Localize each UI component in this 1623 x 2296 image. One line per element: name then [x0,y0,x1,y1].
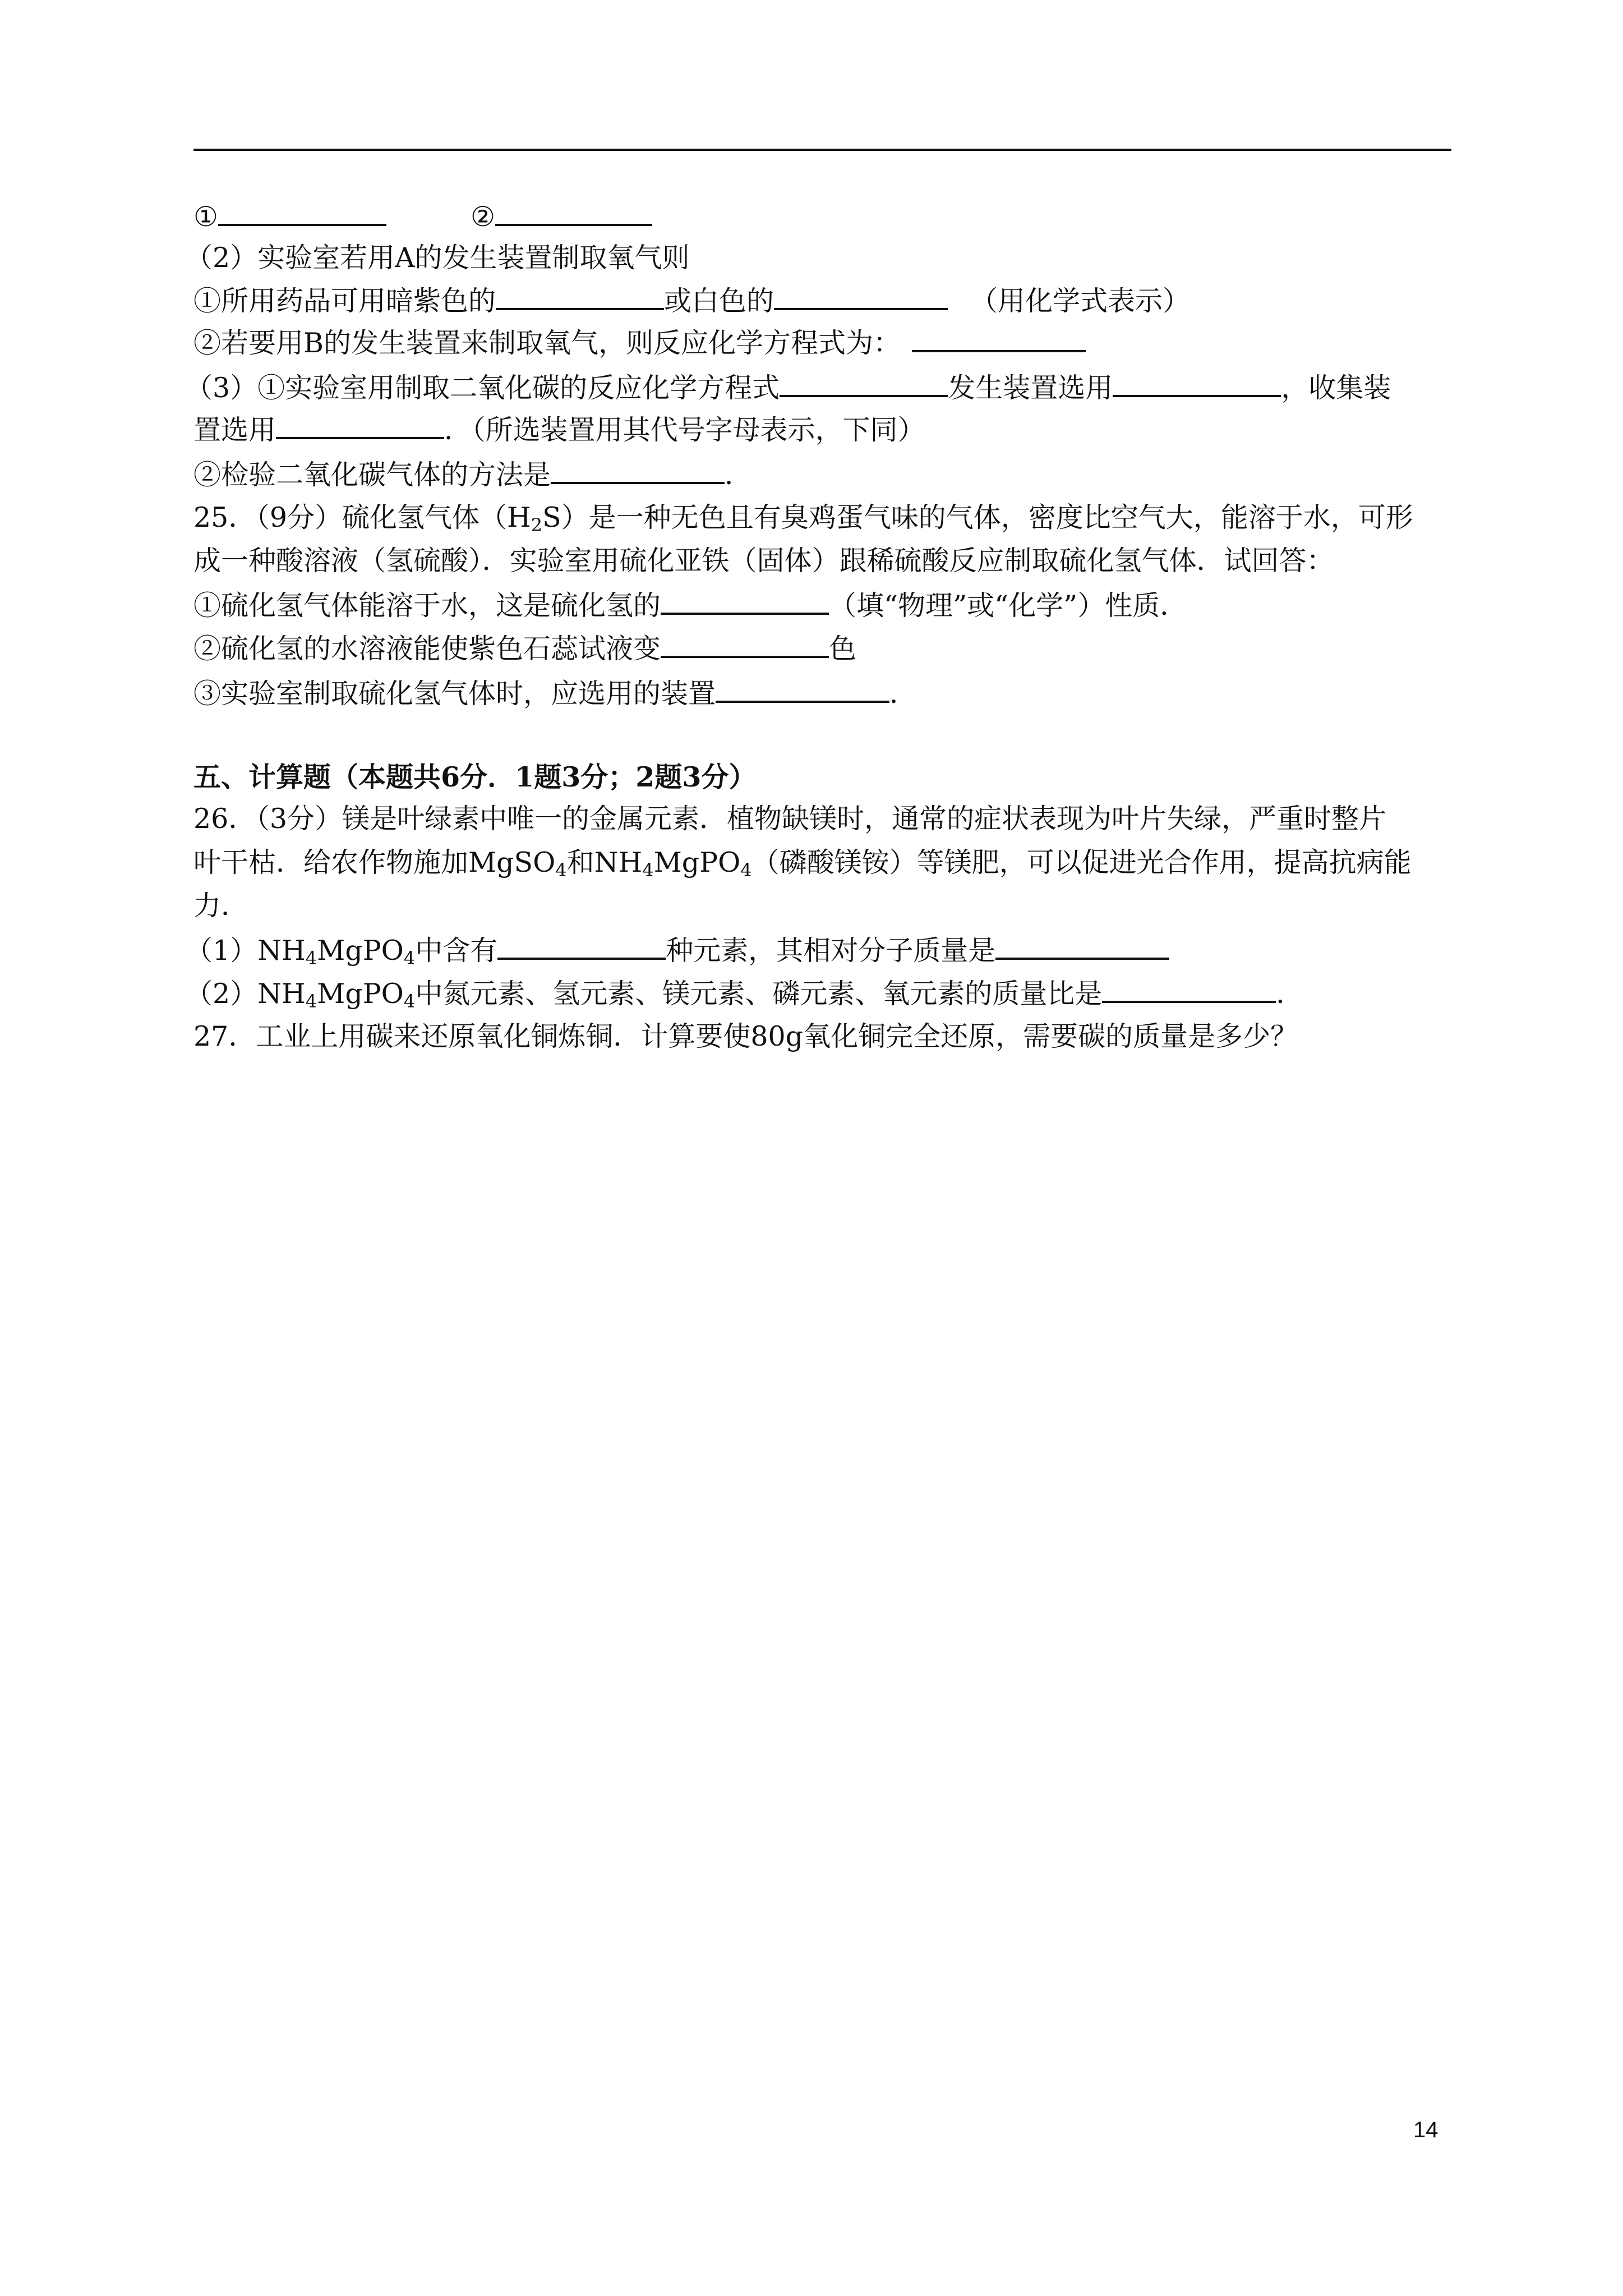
text: ． [1276,978,1304,1010]
text: （2）实验室若用A的发生装置制取氧气则 [185,242,690,274]
line-4 [193,325,1086,360]
text: ② [470,201,495,233]
text: ②硫化氢的水溶液能使紫色石蕊试液变 [193,633,661,665]
line-15 [193,846,1412,880]
page-number: 14 [1413,2118,1438,2142]
line-2 [185,241,690,275]
text: 25．（9分）硫化氢气体（H [193,501,531,533]
question-26 [193,802,1386,836]
text: ③实验室制取硫化氢气体时，应选用的装置 [193,678,716,710]
subscript: 4 [403,947,416,969]
answer-blank[interactable] [995,933,1169,960]
text: ． [889,678,917,710]
text: 中含有 [415,935,498,967]
text: （填“物理”或“化学”）性质． [829,590,1188,622]
answer-blank[interactable] [1113,370,1281,397]
answer-blank[interactable] [912,325,1086,352]
text: 置选用 [193,414,276,446]
text: MgPO [653,846,741,878]
text: 发生装置选用 [948,372,1113,404]
text: （2）NH [185,978,306,1010]
answer-blank[interactable] [774,283,948,310]
text: ① [193,201,218,233]
text: 27．工业上用碳来还原氧化铜炼铜．计算要使80g氧化铜完全还原，需要碳的质量是多少？ [193,1020,1298,1052]
text: ①所用药品可用暗紫色的 [193,285,496,317]
answer-blank[interactable] [497,933,666,960]
subscript: 2 [531,514,543,536]
section-title [193,760,756,794]
text: （磷酸镁铵）等镁肥，可以促进光合作用，提高抗病能 [751,846,1412,878]
question-27 [193,1020,1298,1053]
line-17 [185,933,1169,968]
subscript: 4 [403,991,416,1012]
text: 五、计算题（本题共6分．1题3分；2题3分） [193,761,757,793]
text: ． [725,459,753,491]
answer-blank[interactable] [495,199,652,226]
text: ②若要用B的发生装置来制取氧气，则反应化学方程式为： [193,327,901,359]
line-18 [185,976,1303,1011]
line-10 [193,588,1187,623]
subscript: 4 [740,859,752,881]
text: 力． [193,890,249,922]
answer-blank[interactable] [780,370,948,397]
text: ，收集装 [1281,372,1391,404]
line-11 [193,631,856,666]
answer-blank[interactable] [276,412,444,439]
question-25 [193,501,1413,535]
answer-blank[interactable] [218,199,386,226]
line-6 [193,412,925,447]
answer-blank[interactable] [1102,976,1276,1003]
line-12 [193,676,917,711]
answer-blank[interactable] [716,676,889,703]
text: 26．（3分）镁是叶绿素中唯一的金属元素．植物缺镁时，通常的症状表现为叶片失绿，严重时整片 [193,803,1387,835]
text: 或白色的 [664,285,774,317]
text: 中氮元素、氢元素、镁元素、磷元素、氧元素的质量比是 [415,978,1103,1010]
text: 色 [829,633,857,665]
text: （用化学式表示） [970,285,1191,317]
subscript: 4 [305,991,317,1012]
text: ①硫化氢气体能溶于水，这是硫化氢的 [193,590,661,622]
line-1 [193,199,652,234]
text: 种元素，其相对分子质量是 [666,935,996,967]
text: MgPO [317,935,404,967]
text: S）是一种无色且有臭鸡蛋气味的气体，密度比空气大，能溶于水，可形 [542,501,1413,533]
answer-blank[interactable] [661,588,829,615]
subscript: 4 [305,947,317,969]
text: ．（所选装置用其代号字母表示，下同） [444,414,925,446]
text: （1）NH [185,935,306,967]
subscript: 4 [555,859,567,881]
answer-blank[interactable] [551,457,725,484]
text: 叶干枯．给农作物施加MgSO [193,846,556,878]
text: ②检验二氧化碳气体的方法是 [193,459,551,491]
text: （3）①实验室用制取二氧化碳的反应化学方程式 [185,372,780,404]
subscript: 4 [642,859,654,881]
line-3 [193,283,1190,318]
answer-blank[interactable] [661,631,829,658]
line-7 [193,457,752,492]
header-rule [193,149,1451,151]
text: MgPO [317,978,404,1010]
answer-blank[interactable] [496,283,664,310]
text: 成一种酸溶液（氢硫酸）．实验室用硫化亚铁（固体）跟稀硫酸反应制取硫化氢气体．试回答： [193,545,1334,577]
text: 和NH [566,846,643,878]
line-5 [185,370,1391,405]
line-9 [193,544,1334,578]
line-16 [193,889,248,923]
